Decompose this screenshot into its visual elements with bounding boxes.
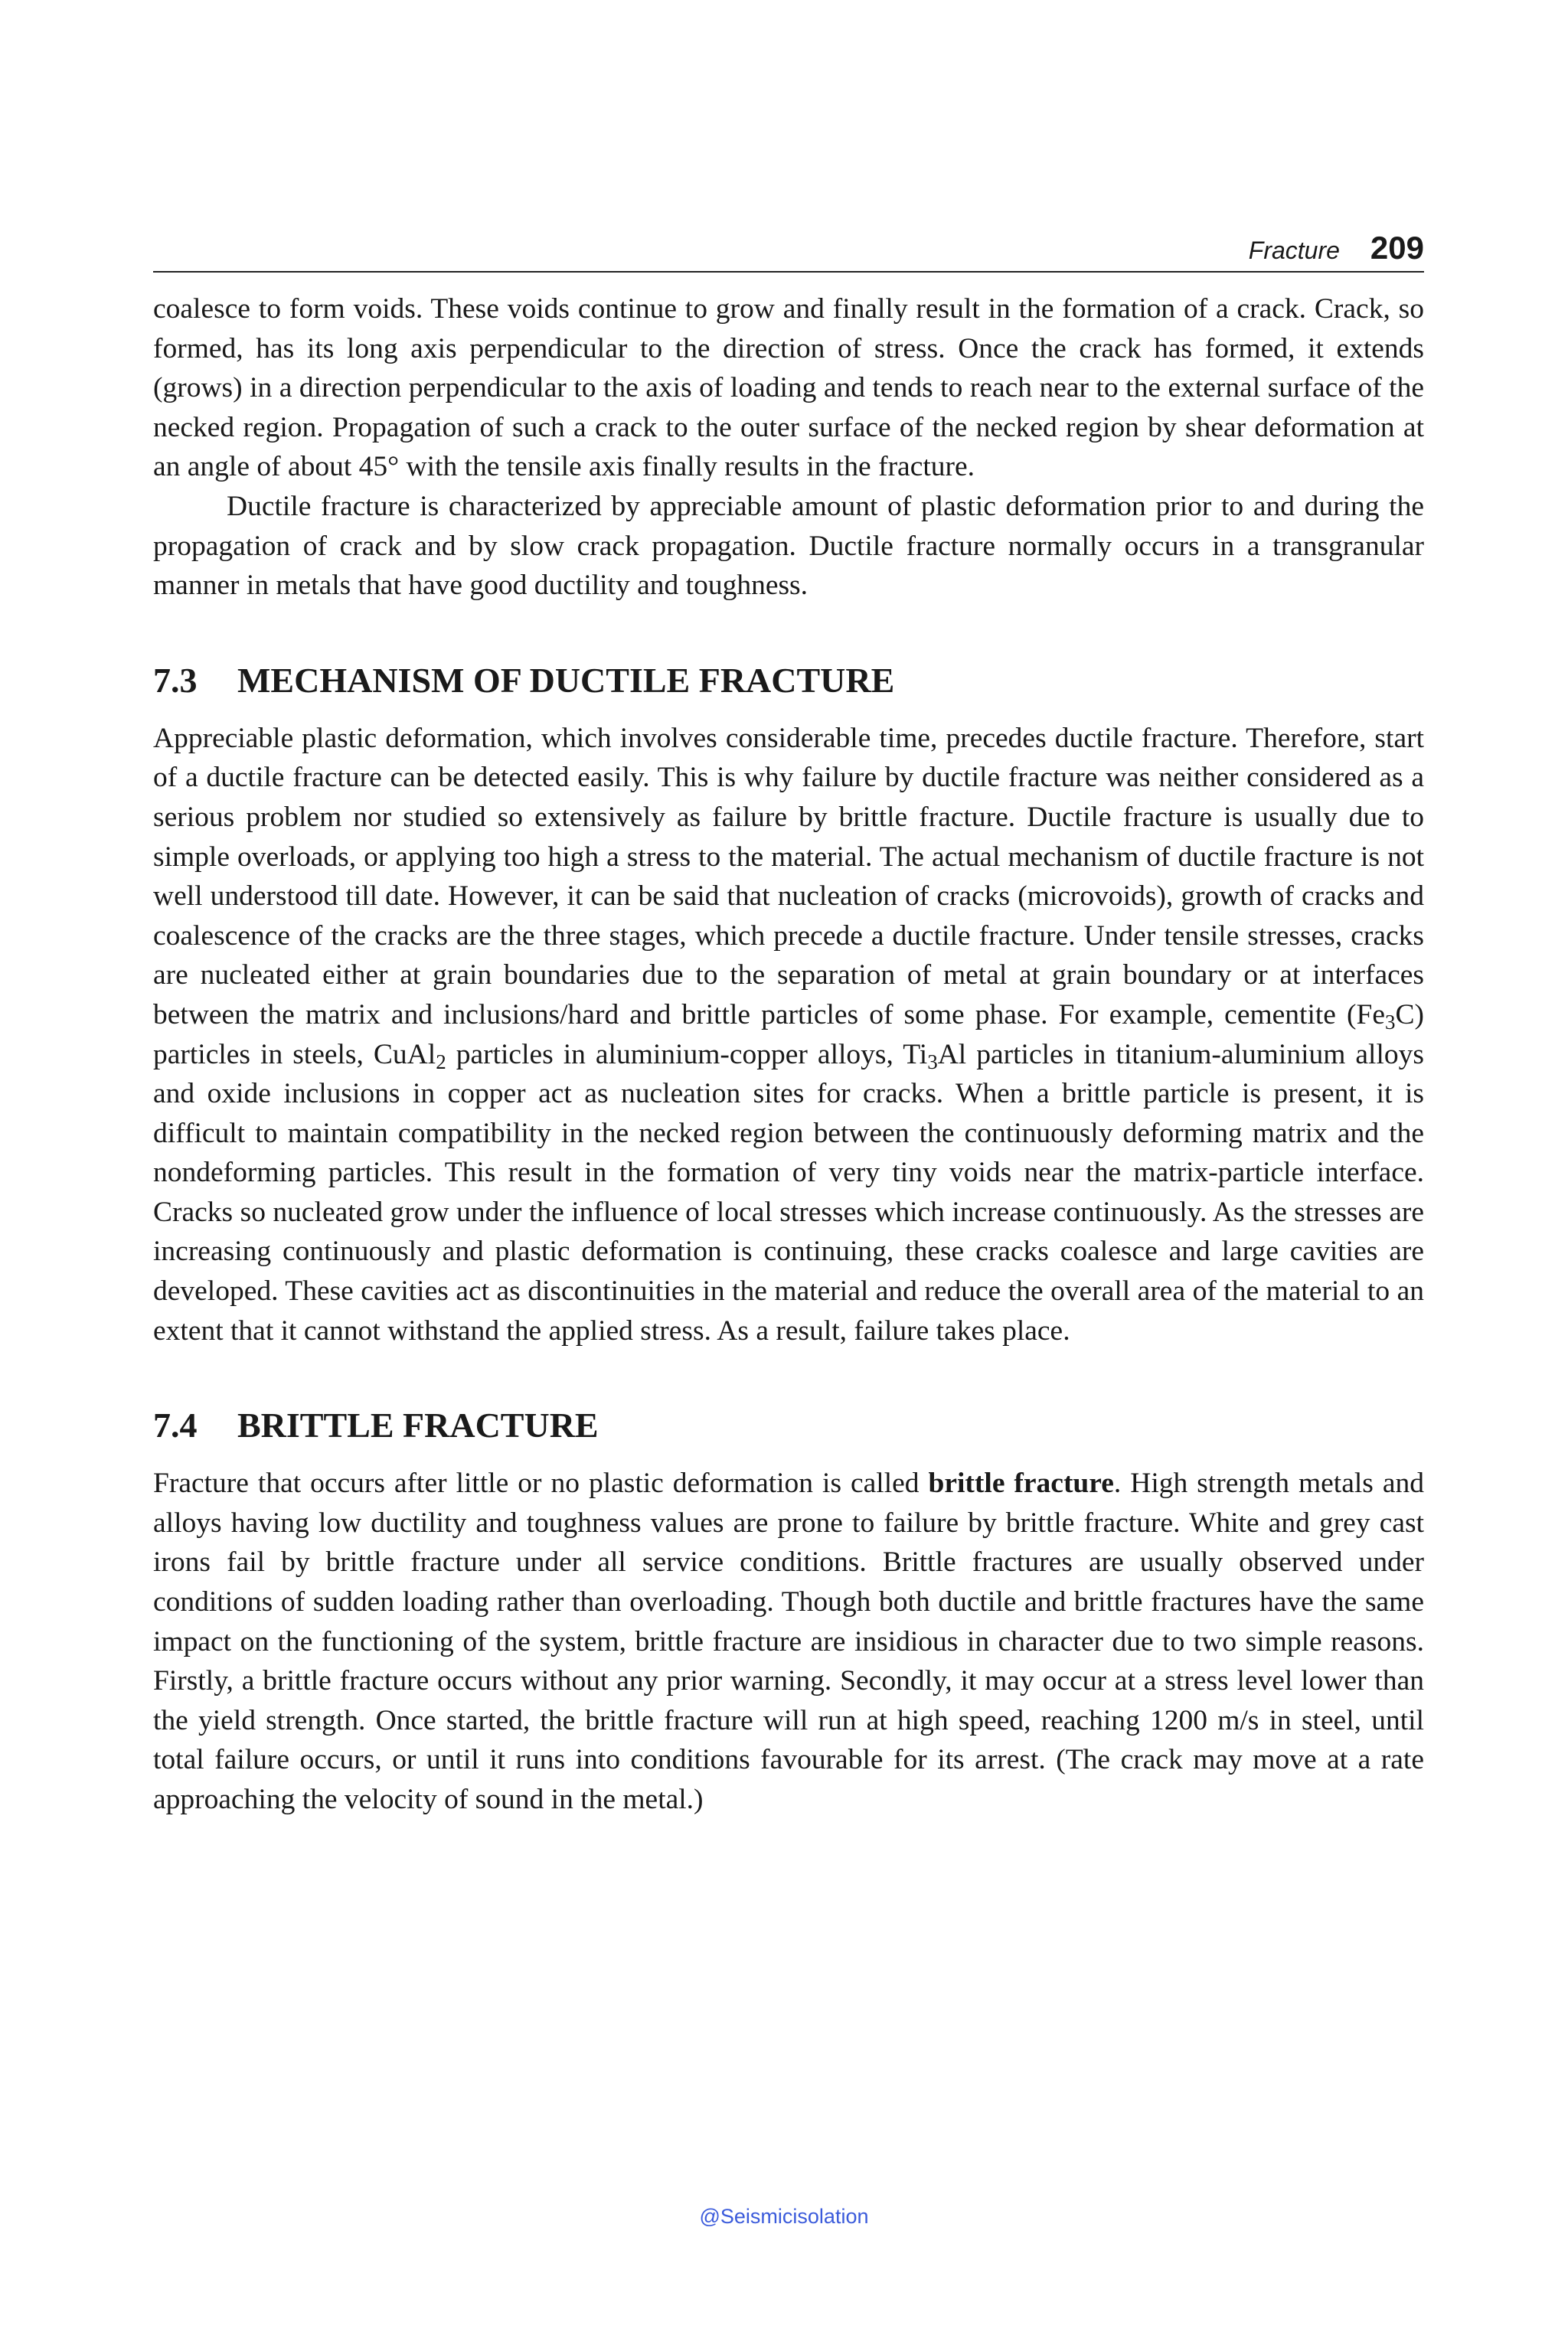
subscript: 2	[436, 1050, 446, 1073]
text-run: Fracture that occurs after little or no plastic deformation is called	[153, 1468, 929, 1500]
section-title: BRITTLE FRACTURE	[237, 1406, 599, 1445]
section-heading-7-4	[153, 1404, 1424, 1447]
text-run: . High strength metals and alloys having low ductility and toughness values are prone to failure by brittle fracture. White and grey cast irons fail by brittle fracture under all service conditions. Brittle fractures are usually observed under conditions of sudden loading rather than overloading. Though both ductile and brittle fractures have the same impact on the functioning of the system, brittle fracture are insidious in character due to two simple reasons. Firstly, a brittle fracture occurs without any prior warning. Secondly, it may occur at a stress level lower than the yield strength. Once started, the brittle fracture will run at high speed, reaching 1200 m/s in steel, until total failure occurs, or until it runs into conditions favourable for its arrest. (The crack may move at a rate approaching the velocity of sound in the metal.)	[153, 1468, 1424, 1815]
section-title: MECHANISM OF DUCTILE FRACTURE	[237, 660, 895, 700]
page	[153, 230, 1424, 1820]
text-run: Al particles in titanium-aluminium alloys and oxide inclusions in copper act as nucleation sites for cracks. When a brittle particle is present, it is difficult to maintain compatibility in the necked region between the continuously deforming matrix and the nondeforming particles. This result in the formation of very tiny voids near the matrix-particle interface. Cracks so nucleated grow under the influence of local stresses which increase continuously. As the stresses are increasing continuously and plastic deformation is continuing, these cracks coalesce and large cavities are developed. These cavities act as discontinuities in the material and reduce the overall area of the material to an extent that it cannot withstand the applied stress. As a result, failure takes place.	[153, 1038, 1424, 1347]
text-run: particles in aluminium-copper alloys, Ti	[446, 1038, 928, 1070]
text-run: C) particles in steels, CuAl	[153, 998, 1424, 1070]
paragraph-mechanism	[153, 719, 1424, 1351]
section-number: 7.4	[153, 1406, 198, 1445]
running-title: Fracture	[1248, 237, 1340, 264]
running-header	[153, 230, 1424, 273]
paragraph-ductile-fracture: Ductile fracture is characterized by appreciable amount of plastic deformation prior to and during the propagation of crack and by slow crack propagation. Ductile fracture normally occurs in a transgranular manner in metals that have good ductility and toughness.	[153, 490, 1424, 602]
watermark: @Seismicisolation	[699, 2205, 869, 2228]
paragraph-continued: coalesce to form voids. These voids continue to grow and finally result in the formation of a crack. Crack, so formed, has its long axis perpendicular to the direction of stress. Once the crack has formed, it extends (grows) in a direction perpendicular to the axis of loading and tends to reach near to the external surface of the necked region. Propagation of such a crack to the outer surface of the necked region by shear deformation at an angle of about 45° with the tensile axis finally results in the fracture.	[153, 293, 1424, 483]
body-text	[153, 289, 1424, 606]
section-7-3-body	[153, 719, 1424, 1351]
bold-term: brittle fracture	[928, 1468, 1114, 1500]
section-heading-7-3	[153, 659, 1424, 702]
text-run: Appreciable plastic deformation, which involves considerable time, precedes ductile fracture. Therefore, start of a ductile fracture can be detected easily. This is why failure by ductile fracture was neither considered as a serious problem nor studied so extensively as failure by brittle fracture. Ductile fracture is usually due to simple overloads, or applying too high a stress to the material. The actual mechanism of ductile fracture is not well understood till date. However, it can be said that nucleation of cracks (microvoids), growth of cracks and coalescence of the cracks are the three stages, which precede a ductile fracture. Under tensile stresses, cracks are nucleated either at grain boundaries due to the separation of metal at grain boundary or at interfaces between the matrix and inclusions/hard and brittle particles of some phase. For example, cementite (Fe	[153, 722, 1424, 1030]
section-number: 7.3	[153, 660, 198, 700]
subscript: 3	[927, 1050, 938, 1073]
page-number: 209	[1370, 230, 1424, 266]
subscript: 3	[1385, 1010, 1396, 1034]
paragraph-brittle-fracture	[153, 1464, 1424, 1819]
section-7-4-body	[153, 1464, 1424, 1819]
